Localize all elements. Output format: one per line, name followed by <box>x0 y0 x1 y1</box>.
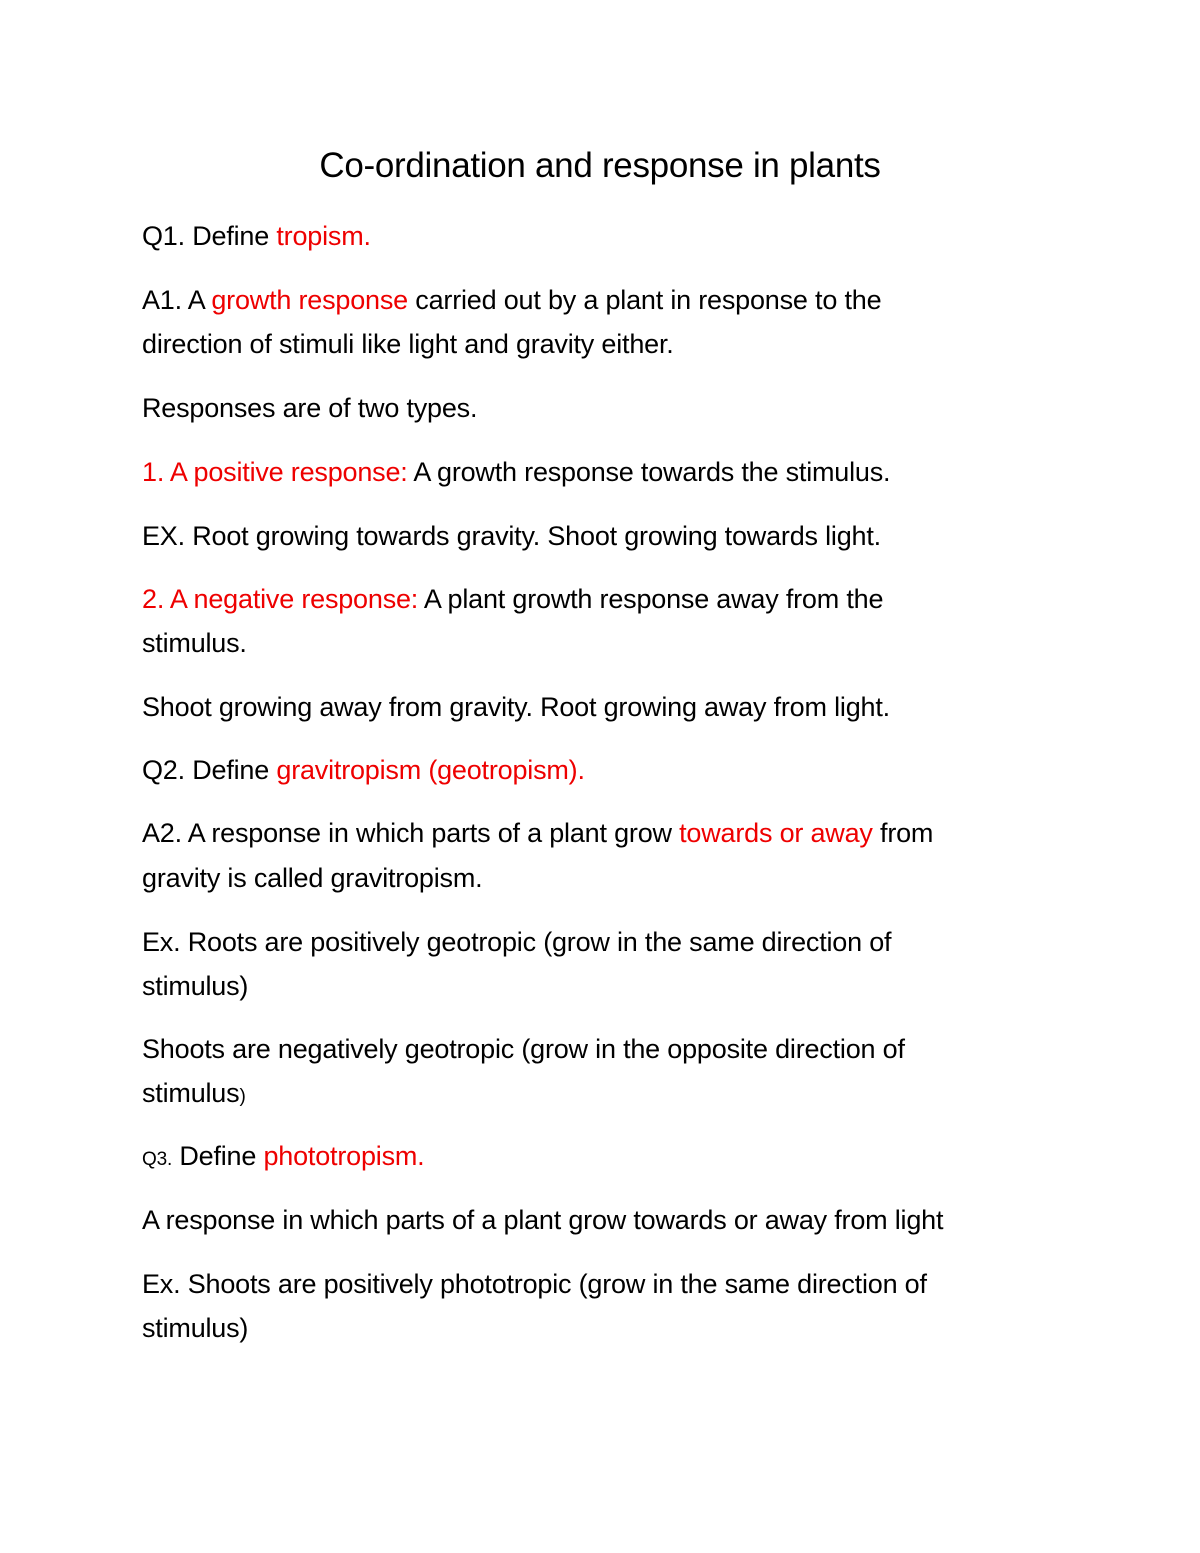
answer-1-term: growth response <box>211 285 408 315</box>
shoots-phototropic-line-2: stimulus) <box>142 1313 249 1343</box>
answer-2-term: towards or away <box>679 818 873 848</box>
positive-response-label: 1. A positive response: <box>142 457 408 487</box>
page-title: Co-ordination and response in plants <box>319 146 881 185</box>
answer-1-line-2: direction of stimuli like light and gravity either. <box>142 329 674 359</box>
question-2-prefix: Q2. Define <box>142 755 277 785</box>
responses-intro: Responses are of two types. <box>142 393 478 423</box>
negative-example: Shoot growing away from gravity. Root growing away from light. <box>142 692 890 722</box>
question-1-prefix: Q1. Define <box>142 221 277 251</box>
roots-example-line-2: stimulus) <box>142 971 249 1001</box>
question-3-term: phototropism. <box>263 1141 425 1171</box>
answer-1-prefix: A1. A <box>142 285 212 315</box>
answer-2-rest: from <box>872 818 934 848</box>
positive-example: EX. Root growing towards gravity. Shoot growing towards light. <box>142 521 881 551</box>
answer-1-rest: carried out by a plant in response to the <box>407 285 882 315</box>
shoots-negative-line-2-paren: ) <box>239 1086 246 1107</box>
question-1 <box>142 214 371 258</box>
negative-response-line-1 <box>142 577 883 621</box>
shoots-negative-line-1: Shoots are negatively geotropic (grow in the opposite direction of <box>142 1034 905 1064</box>
shoots-negative-line-2 <box>142 1071 246 1119</box>
answer-2-line-2: gravity is called gravitropism. <box>142 863 483 893</box>
question-2-term: gravitropism (geotropism). <box>276 755 585 785</box>
negative-response-label: 2. A negative response: <box>142 584 419 614</box>
shoots-negative-line-2-main: stimulus <box>142 1078 240 1108</box>
answer-3: A response in which parts of a plant grow towards or away from light <box>142 1205 944 1235</box>
answer-2-prefix: A2. A response in which parts of a plant grow <box>142 818 680 848</box>
roots-example-line-1: Ex. Roots are positively geotropic (grow in the same direction of <box>142 927 892 957</box>
shoots-phototropic-line-1: Ex. Shoots are positively phototropic (grow in the same direction of <box>142 1269 927 1299</box>
answer-2-line-1 <box>142 811 933 855</box>
positive-response <box>142 450 890 494</box>
question-3 <box>142 1134 424 1182</box>
question-3-number: Q3. <box>142 1149 173 1170</box>
answer-1-line-1 <box>142 278 881 322</box>
negative-response-line-2: stimulus. <box>142 628 247 658</box>
question-2 <box>142 748 585 792</box>
negative-response-text: A plant growth response away from the <box>418 584 884 614</box>
question-3-prefix: Define <box>172 1141 264 1171</box>
positive-response-text: A growth response towards the stimulus. <box>407 457 891 487</box>
question-1-term: tropism. <box>276 221 371 251</box>
